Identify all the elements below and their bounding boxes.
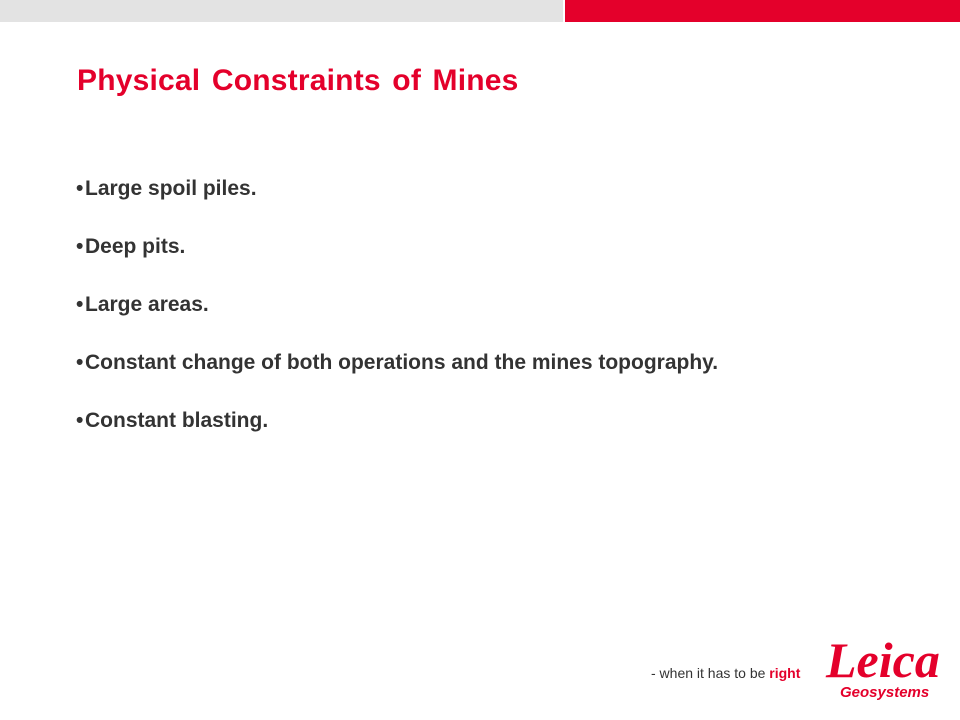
bullet-text: Deep pits. xyxy=(85,235,186,258)
footer-tagline xyxy=(651,665,800,681)
bullet-text: Large spoil piles. xyxy=(85,177,257,200)
bullet-item xyxy=(76,348,718,377)
header-band-gray xyxy=(0,0,563,22)
bullet-list xyxy=(76,174,718,464)
logo-wordmark: Leica xyxy=(826,632,940,688)
bullet-text: Large areas. xyxy=(85,293,209,316)
bullet-item xyxy=(76,406,718,435)
bullet-dot-icon: • xyxy=(76,235,84,258)
bullet-text: Constant blasting. xyxy=(85,409,269,432)
logo-subtitle: Geosystems xyxy=(840,684,930,701)
bullet-dot-icon: • xyxy=(76,293,84,316)
bullet-item xyxy=(76,290,718,319)
bullet-dot-icon: • xyxy=(76,409,84,432)
bullet-dot-icon: • xyxy=(76,177,84,200)
bullet-item xyxy=(76,174,718,203)
bullet-item xyxy=(76,232,718,261)
header-band-red xyxy=(565,0,960,22)
slide-title: Physical Constraints of Mines xyxy=(77,64,519,97)
tagline-emphasis: right xyxy=(769,665,801,681)
bullet-dot-icon: • xyxy=(76,351,84,374)
tagline-prefix: - when it has to be xyxy=(651,665,770,681)
bullet-text: Constant change of both operations and the mines topography. xyxy=(85,351,719,374)
leica-logo xyxy=(826,632,940,710)
